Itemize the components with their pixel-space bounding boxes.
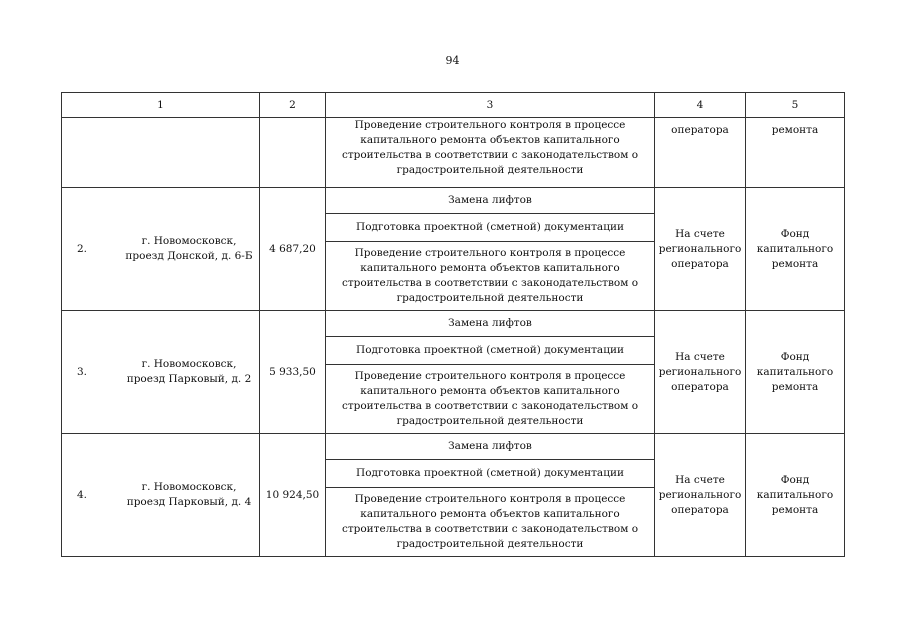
continuation-col-1 — [62, 118, 260, 188]
address-cell — [62, 188, 260, 311]
header-col-2: 2 — [260, 93, 326, 118]
work-item: Подготовка проектной (сметной) документации — [326, 337, 655, 365]
cost-cell: 4 687,20 — [260, 188, 326, 311]
work-item: Замена лифтов — [326, 188, 655, 214]
work-item: Проведение строительного контроля в процессе капитального ремонта объектов капитального строительства в соответствии с законодательством о градостроительной деятельности — [326, 242, 655, 311]
header-col-3: 3 — [326, 93, 655, 118]
work-item: Подготовка проектной (сметной) документации — [326, 214, 655, 242]
work-item: Проведение строительного контроля в процессе капитального ремонта объектов капитального строительства в соответствии с законодательством о градостроительной деятельности — [326, 488, 655, 557]
address-street: проезд Донской, д. 6-Б — [125, 250, 253, 262]
work-item: Замена лифтов — [326, 311, 655, 337]
funding-source: На счете регионального оператора — [655, 188, 746, 311]
work-item: Подготовка проектной (сметной) документации — [326, 460, 655, 488]
funding-source: На счете регионального оператора — [655, 434, 746, 557]
header-row — [62, 93, 845, 118]
cost-cell: 10 924,50 — [260, 434, 326, 557]
address-city: г. Новомосковск, — [141, 235, 237, 247]
header-col-1: 1 — [62, 93, 260, 118]
address-street: проезд Парковый, д. 2 — [126, 373, 252, 385]
row-number: 2. — [77, 242, 88, 255]
continuation-source: оператора — [655, 118, 746, 188]
address — [125, 234, 259, 264]
table-row — [62, 188, 845, 214]
funding-fund: Фонд капитального ремонта — [746, 434, 845, 557]
address-cell — [62, 434, 260, 557]
page-number: 94 — [445, 54, 460, 67]
repair-schedule-table — [61, 92, 845, 557]
cost-cell: 5 933,50 — [260, 311, 326, 434]
row-number: 3. — [77, 365, 88, 378]
work-item: Проведение строительного контроля в процессе капитального ремонта объектов капитального строительства в соответствии с законодательством о градостроительной деятельности — [326, 365, 655, 434]
table-row — [62, 311, 845, 337]
address-city: г. Новомосковск, — [141, 481, 237, 493]
work-item: Замена лифтов — [326, 434, 655, 460]
header-col-5: 5 — [746, 93, 845, 118]
address — [125, 480, 259, 510]
continuation-col-2 — [260, 118, 326, 188]
continuation-work: Проведение строительного контроля в процессе капитального ремонта объектов капитального строительства в соответствии с законодательством о градостроительной деятельности — [326, 118, 655, 188]
header-col-4: 4 — [655, 93, 746, 118]
funding-source: На счете регионального оператора — [655, 311, 746, 434]
table-row — [62, 434, 845, 460]
continuation-row — [62, 118, 845, 188]
row-number: 4. — [77, 488, 88, 501]
address-cell — [62, 311, 260, 434]
address-city: г. Новомосковск, — [141, 358, 237, 370]
address — [125, 357, 259, 387]
funding-fund: Фонд капитального ремонта — [746, 188, 845, 311]
funding-fund: Фонд капитального ремонта — [746, 311, 845, 434]
address-street: проезд Парковый, д. 4 — [126, 496, 252, 508]
continuation-fund: ремонта — [746, 118, 845, 188]
